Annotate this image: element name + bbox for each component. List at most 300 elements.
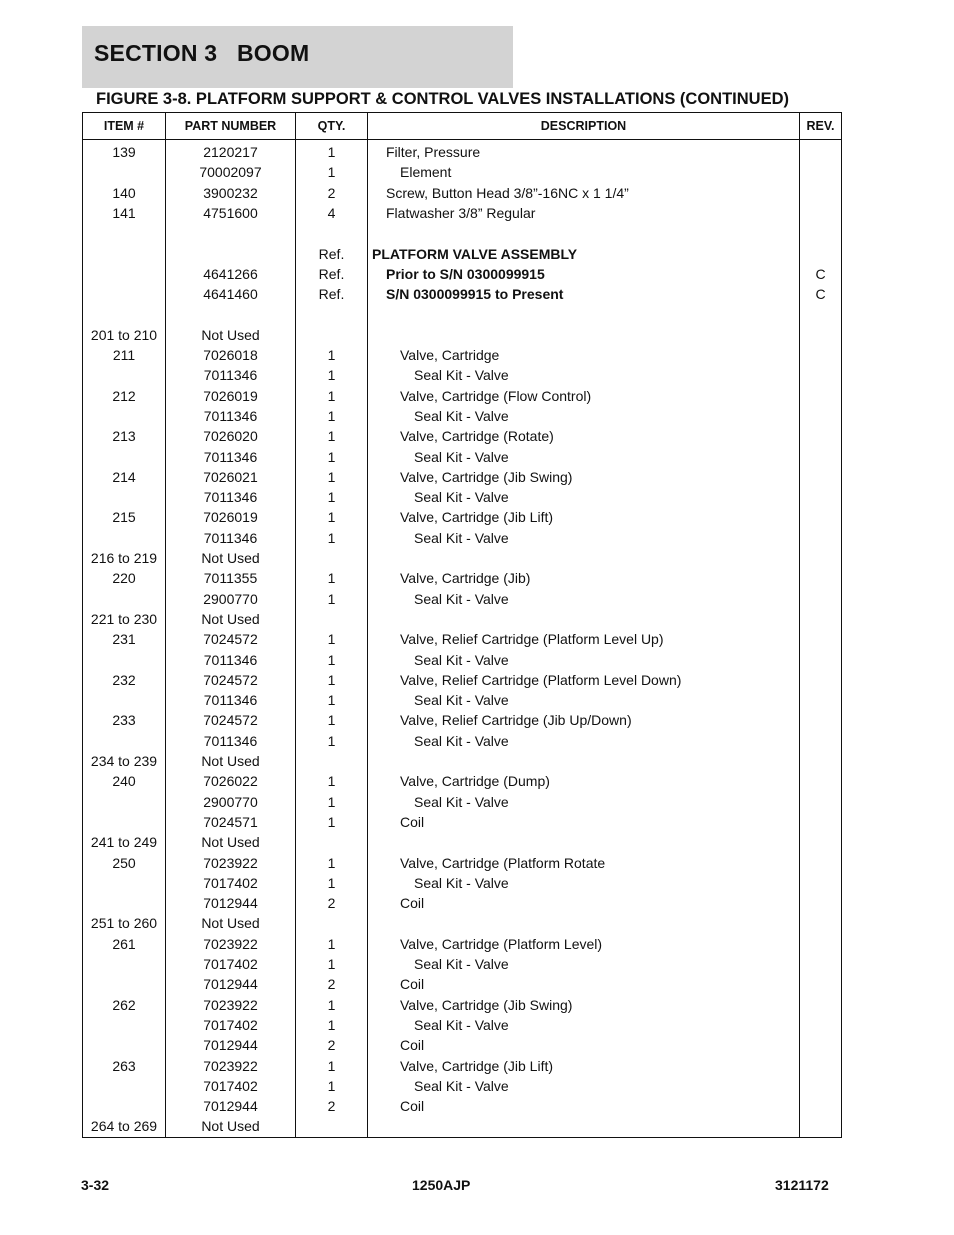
description-cell: Filter, Pressure <box>368 140 800 163</box>
qty-cell: 1 <box>296 649 368 669</box>
table-row <box>83 649 842 669</box>
rev-cell <box>800 183 842 203</box>
table-row <box>83 446 842 466</box>
table-row <box>83 365 842 385</box>
qty-cell: 1 <box>296 365 368 385</box>
part-number-cell: 7011346 <box>166 731 296 751</box>
qty-cell: 1 <box>296 406 368 426</box>
item-cell <box>83 589 166 609</box>
rev-cell: C <box>800 284 842 304</box>
rev-cell <box>800 710 842 730</box>
qty-cell: 1 <box>296 589 368 609</box>
table-row <box>83 832 842 852</box>
qty-cell: 2 <box>296 183 368 203</box>
description-cell: Prior to S/N 0300099915 <box>368 264 800 284</box>
column-header-qty: QTY. <box>296 113 368 140</box>
rev-cell <box>800 913 842 933</box>
rev-cell <box>800 589 842 609</box>
rev-cell <box>800 365 842 385</box>
description-cell: Valve, Cartridge (Platform Level) <box>368 934 800 954</box>
table-row <box>83 893 842 913</box>
table-row <box>83 771 842 791</box>
part-number-cell: 7011346 <box>166 649 296 669</box>
qty-cell: 1 <box>296 771 368 791</box>
part-number-cell: Not Used <box>166 751 296 771</box>
table-row <box>83 304 842 324</box>
table-row <box>83 140 842 163</box>
description-cell <box>368 325 800 345</box>
rev-cell <box>800 812 842 832</box>
table-row <box>83 1116 842 1137</box>
description-cell <box>368 832 800 852</box>
part-number-cell: 7011346 <box>166 690 296 710</box>
item-cell: 201 to 210 <box>83 325 166 345</box>
qty-cell: 1 <box>296 710 368 730</box>
item-cell: 250 <box>83 852 166 872</box>
table-row <box>83 467 842 487</box>
description-cell: Seal Kit - Valve <box>368 446 800 466</box>
item-cell: 140 <box>83 183 166 203</box>
description-cell: Valve, Cartridge (Jib Swing) <box>368 994 800 1014</box>
rev-cell <box>800 1116 842 1137</box>
item-cell <box>83 792 166 812</box>
description-cell <box>368 548 800 568</box>
rev-cell <box>800 446 842 466</box>
item-cell <box>83 487 166 507</box>
qty-cell: 2 <box>296 893 368 913</box>
rev-cell <box>800 345 842 365</box>
item-cell <box>83 974 166 994</box>
item-cell: 141 <box>83 203 166 223</box>
qty-cell <box>296 223 368 243</box>
part-number-cell: 7023922 <box>166 1055 296 1075</box>
description-cell: Valve, Cartridge (Jib) <box>368 568 800 588</box>
part-number-cell: 7017402 <box>166 873 296 893</box>
qty-cell: 1 <box>296 934 368 954</box>
qty-cell: 4 <box>296 203 368 223</box>
column-header-description: DESCRIPTION <box>368 113 800 140</box>
qty-cell: 1 <box>296 731 368 751</box>
rev-cell <box>800 162 842 182</box>
rev-cell <box>800 1096 842 1116</box>
item-cell: 215 <box>83 507 166 527</box>
description-cell: Valve, Cartridge (Jib Lift) <box>368 1055 800 1075</box>
item-cell <box>83 1076 166 1096</box>
part-number-cell: 7011355 <box>166 568 296 588</box>
table-row <box>83 690 842 710</box>
parts-table-body <box>83 140 842 1138</box>
qty-cell: 2 <box>296 974 368 994</box>
qty-cell: 1 <box>296 629 368 649</box>
item-cell <box>83 406 166 426</box>
item-cell: 241 to 249 <box>83 832 166 852</box>
part-number-cell: 7011346 <box>166 365 296 385</box>
section-title: SECTION 3 BOOM <box>94 40 310 66</box>
qty-cell: 1 <box>296 852 368 872</box>
table-row <box>83 731 842 751</box>
description-cell: Element <box>368 162 800 182</box>
description-cell: Seal Kit - Valve <box>368 873 800 893</box>
qty-cell <box>296 325 368 345</box>
item-cell: 212 <box>83 386 166 406</box>
part-number-cell: Not Used <box>166 913 296 933</box>
description-cell: Seal Kit - Valve <box>368 649 800 669</box>
part-number-cell: 7012944 <box>166 1096 296 1116</box>
qty-cell <box>296 304 368 324</box>
rev-cell <box>800 629 842 649</box>
item-cell <box>83 223 166 243</box>
rev-cell <box>800 731 842 751</box>
description-cell: Seal Kit - Valve <box>368 365 800 385</box>
item-cell: 262 <box>83 994 166 1014</box>
rev-cell <box>800 507 842 527</box>
qty-cell: 1 <box>296 162 368 182</box>
description-cell: Flatwasher 3/8” Regular <box>368 203 800 223</box>
part-number-cell: 7026018 <box>166 345 296 365</box>
qty-cell: 1 <box>296 1055 368 1075</box>
part-number-cell: 7012944 <box>166 893 296 913</box>
qty-cell: 2 <box>296 1035 368 1055</box>
rev-cell <box>800 974 842 994</box>
qty-cell: 1 <box>296 1015 368 1035</box>
rev-cell <box>800 1035 842 1055</box>
part-number-cell: 7024571 <box>166 812 296 832</box>
rev-cell <box>800 325 842 345</box>
description-cell <box>368 609 800 629</box>
description-cell <box>368 751 800 771</box>
qty-cell: 1 <box>296 568 368 588</box>
rev-cell <box>800 406 842 426</box>
rev-cell <box>800 792 842 812</box>
qty-cell <box>296 609 368 629</box>
rev-cell <box>800 852 842 872</box>
qty-cell: 1 <box>296 792 368 812</box>
rev-cell: C <box>800 264 842 284</box>
table-row <box>83 487 842 507</box>
part-number-cell: 2120217 <box>166 140 296 163</box>
rev-cell <box>800 832 842 852</box>
table-row <box>83 223 842 243</box>
part-number-cell: 7024572 <box>166 670 296 690</box>
column-header-part-number: PART NUMBER <box>166 113 296 140</box>
qty-cell: 2 <box>296 1096 368 1116</box>
table-row <box>83 183 842 203</box>
table-row <box>83 284 842 304</box>
description-cell <box>368 913 800 933</box>
item-cell <box>83 365 166 385</box>
rev-cell <box>800 487 842 507</box>
rev-cell <box>800 893 842 913</box>
rev-cell <box>800 223 842 243</box>
description-cell: Valve, Cartridge <box>368 345 800 365</box>
item-cell <box>83 873 166 893</box>
rev-cell <box>800 386 842 406</box>
parts-table <box>82 112 842 1138</box>
description-cell <box>368 223 800 243</box>
description-cell: Seal Kit - Valve <box>368 1015 800 1035</box>
part-number-cell: 7026020 <box>166 426 296 446</box>
item-cell: 211 <box>83 345 166 365</box>
page-number: 3-32 <box>81 1177 110 1193</box>
qty-cell <box>296 913 368 933</box>
description-cell: Seal Kit - Valve <box>368 406 800 426</box>
part-number-cell: 3900232 <box>166 183 296 203</box>
table-row <box>83 203 842 223</box>
table-row <box>83 812 842 832</box>
rev-cell <box>800 1015 842 1035</box>
description-cell: Seal Kit - Valve <box>368 528 800 548</box>
item-cell: 139 <box>83 140 166 163</box>
description-cell: Valve, Relief Cartridge (Platform Level Down) <box>368 670 800 690</box>
item-cell <box>83 1096 166 1116</box>
part-number-cell: 2900770 <box>166 589 296 609</box>
manual-number: 3121172 <box>775 1177 829 1193</box>
description-cell <box>368 304 800 324</box>
qty-cell: 1 <box>296 812 368 832</box>
part-number-cell: 7026021 <box>166 467 296 487</box>
part-number-cell: 7023922 <box>166 994 296 1014</box>
table-row <box>83 548 842 568</box>
description-cell: Coil <box>368 974 800 994</box>
rev-cell <box>800 304 842 324</box>
item-cell <box>83 893 166 913</box>
part-number-cell: 7023922 <box>166 852 296 872</box>
qty-cell <box>296 751 368 771</box>
rev-cell <box>800 649 842 669</box>
description-cell: Valve, Cartridge (Flow Control) <box>368 386 800 406</box>
item-cell: 216 to 219 <box>83 548 166 568</box>
item-cell <box>83 1015 166 1035</box>
item-cell: 261 <box>83 934 166 954</box>
part-number-cell: 4641460 <box>166 284 296 304</box>
description-cell: Seal Kit - Valve <box>368 589 800 609</box>
part-number-cell: 4751600 <box>166 203 296 223</box>
table-row <box>83 1096 842 1116</box>
table-row <box>83 913 842 933</box>
part-number-cell: 7024572 <box>166 629 296 649</box>
qty-cell: 1 <box>296 873 368 893</box>
qty-cell: 1 <box>296 954 368 974</box>
table-header-row <box>83 113 842 140</box>
item-cell <box>83 162 166 182</box>
table-row <box>83 264 842 284</box>
qty-cell: 1 <box>296 140 368 163</box>
item-cell <box>83 954 166 974</box>
rev-cell <box>800 467 842 487</box>
description-cell <box>368 1116 800 1137</box>
part-number-cell: 7017402 <box>166 954 296 974</box>
table-row <box>83 1055 842 1075</box>
qty-cell: 1 <box>296 994 368 1014</box>
qty-cell: 1 <box>296 467 368 487</box>
description-cell: Valve, Cartridge (Platform Rotate <box>368 852 800 872</box>
table-row <box>83 426 842 446</box>
description-cell: Seal Kit - Valve <box>368 792 800 812</box>
description-cell: Coil <box>368 1096 800 1116</box>
rev-cell <box>800 994 842 1014</box>
qty-cell: 1 <box>296 670 368 690</box>
qty-cell <box>296 548 368 568</box>
table-row <box>83 994 842 1014</box>
item-cell <box>83 649 166 669</box>
item-cell <box>83 304 166 324</box>
table-row <box>83 345 842 365</box>
table-row <box>83 1076 842 1096</box>
description-cell: Seal Kit - Valve <box>368 954 800 974</box>
rev-cell <box>800 548 842 568</box>
part-number-cell: 7026022 <box>166 771 296 791</box>
column-header-item: ITEM # <box>83 113 166 140</box>
rev-cell <box>800 140 842 163</box>
part-number-cell: Not Used <box>166 325 296 345</box>
qty-cell: 1 <box>296 446 368 466</box>
part-number-cell: 7011346 <box>166 446 296 466</box>
qty-cell: 1 <box>296 1076 368 1096</box>
qty-cell: Ref. <box>296 264 368 284</box>
item-cell <box>83 264 166 284</box>
table-row <box>83 568 842 588</box>
table-row <box>83 325 842 345</box>
rev-cell <box>800 609 842 629</box>
part-number-cell: 7017402 <box>166 1015 296 1035</box>
part-number-cell: 7026019 <box>166 507 296 527</box>
table-row <box>83 751 842 771</box>
rev-cell <box>800 751 842 771</box>
qty-cell: Ref. <box>296 243 368 263</box>
qty-cell: 1 <box>296 507 368 527</box>
part-number-cell: 7012944 <box>166 974 296 994</box>
table-row <box>83 243 842 263</box>
item-cell <box>83 690 166 710</box>
table-row <box>83 873 842 893</box>
qty-cell: 1 <box>296 386 368 406</box>
item-cell: 213 <box>83 426 166 446</box>
item-cell: 221 to 230 <box>83 609 166 629</box>
qty-cell: Ref. <box>296 284 368 304</box>
item-cell: 231 <box>83 629 166 649</box>
rev-cell <box>800 690 842 710</box>
qty-cell: 1 <box>296 487 368 507</box>
description-cell: Valve, Cartridge (Jib Lift) <box>368 507 800 527</box>
part-number-cell: 2900770 <box>166 792 296 812</box>
rev-cell <box>800 873 842 893</box>
item-cell: 214 <box>83 467 166 487</box>
description-cell: Valve, Relief Cartridge (Jib Up/Down) <box>368 710 800 730</box>
part-number-cell: Not Used <box>166 609 296 629</box>
part-number-cell: 7011346 <box>166 528 296 548</box>
description-cell: Valve, Relief Cartridge (Platform Level Up) <box>368 629 800 649</box>
table-row <box>83 670 842 690</box>
qty-cell: 1 <box>296 528 368 548</box>
description-cell: Valve, Cartridge (Rotate) <box>368 426 800 446</box>
table-row <box>83 792 842 812</box>
table-row <box>83 710 842 730</box>
figure-title: FIGURE 3-8. PLATFORM SUPPORT & CONTROL VALVES INSTALLATIONS (CONTINUED) <box>96 90 789 108</box>
part-number-cell: 7011346 <box>166 487 296 507</box>
part-number-cell: 70002097 <box>166 162 296 182</box>
description-cell: Seal Kit - Valve <box>368 731 800 751</box>
item-cell: 234 to 239 <box>83 751 166 771</box>
part-number-cell: 7024572 <box>166 710 296 730</box>
table-row <box>83 1035 842 1055</box>
part-number-cell: Not Used <box>166 1116 296 1137</box>
column-header-rev: REV. <box>800 113 842 140</box>
table-row <box>83 934 842 954</box>
table-row <box>83 852 842 872</box>
item-cell <box>83 284 166 304</box>
item-cell: 232 <box>83 670 166 690</box>
item-cell: 264 to 269 <box>83 1116 166 1137</box>
rev-cell <box>800 1055 842 1075</box>
part-number-cell: 7012944 <box>166 1035 296 1055</box>
description-cell: Coil <box>368 1035 800 1055</box>
qty-cell: 1 <box>296 426 368 446</box>
rev-cell <box>800 426 842 446</box>
description-cell: Seal Kit - Valve <box>368 690 800 710</box>
rev-cell <box>800 670 842 690</box>
part-number-cell: Not Used <box>166 832 296 852</box>
table-row <box>83 629 842 649</box>
part-number-cell: 7017402 <box>166 1076 296 1096</box>
rev-cell <box>800 528 842 548</box>
item-cell: 220 <box>83 568 166 588</box>
table-row <box>83 589 842 609</box>
part-number-cell: 7026019 <box>166 386 296 406</box>
description-cell: Coil <box>368 812 800 832</box>
table-row <box>83 528 842 548</box>
item-cell <box>83 1035 166 1055</box>
item-cell: 263 <box>83 1055 166 1075</box>
model-name: 1250AJP <box>412 1177 471 1193</box>
description-cell: Valve, Cartridge (Dump) <box>368 771 800 791</box>
part-number-cell <box>166 243 296 263</box>
table-row <box>83 507 842 527</box>
rev-cell <box>800 934 842 954</box>
qty-cell <box>296 832 368 852</box>
part-number-cell <box>166 223 296 243</box>
description-cell: Coil <box>368 893 800 913</box>
description-cell: PLATFORM VALVE ASSEMBLY <box>368 243 800 263</box>
rev-cell <box>800 954 842 974</box>
rev-cell <box>800 203 842 223</box>
rev-cell <box>800 1076 842 1096</box>
description-cell: Screw, Button Head 3/8”-16NC x 1 1/4” <box>368 183 800 203</box>
item-cell <box>83 812 166 832</box>
item-cell <box>83 528 166 548</box>
description-cell: Seal Kit - Valve <box>368 487 800 507</box>
part-number-cell: Not Used <box>166 548 296 568</box>
item-cell: 240 <box>83 771 166 791</box>
qty-cell: 1 <box>296 690 368 710</box>
item-cell <box>83 446 166 466</box>
part-number-cell: 4641266 <box>166 264 296 284</box>
rev-cell <box>800 243 842 263</box>
table-row <box>83 386 842 406</box>
table-row <box>83 954 842 974</box>
table-row <box>83 406 842 426</box>
item-cell: 251 to 260 <box>83 913 166 933</box>
rev-cell <box>800 771 842 791</box>
qty-cell: 1 <box>296 345 368 365</box>
table-row <box>83 162 842 182</box>
qty-cell <box>296 1116 368 1137</box>
part-number-cell: 7011346 <box>166 406 296 426</box>
table-row <box>83 609 842 629</box>
part-number-cell <box>166 304 296 324</box>
rev-cell <box>800 568 842 588</box>
item-cell <box>83 243 166 263</box>
table-row <box>83 1015 842 1035</box>
